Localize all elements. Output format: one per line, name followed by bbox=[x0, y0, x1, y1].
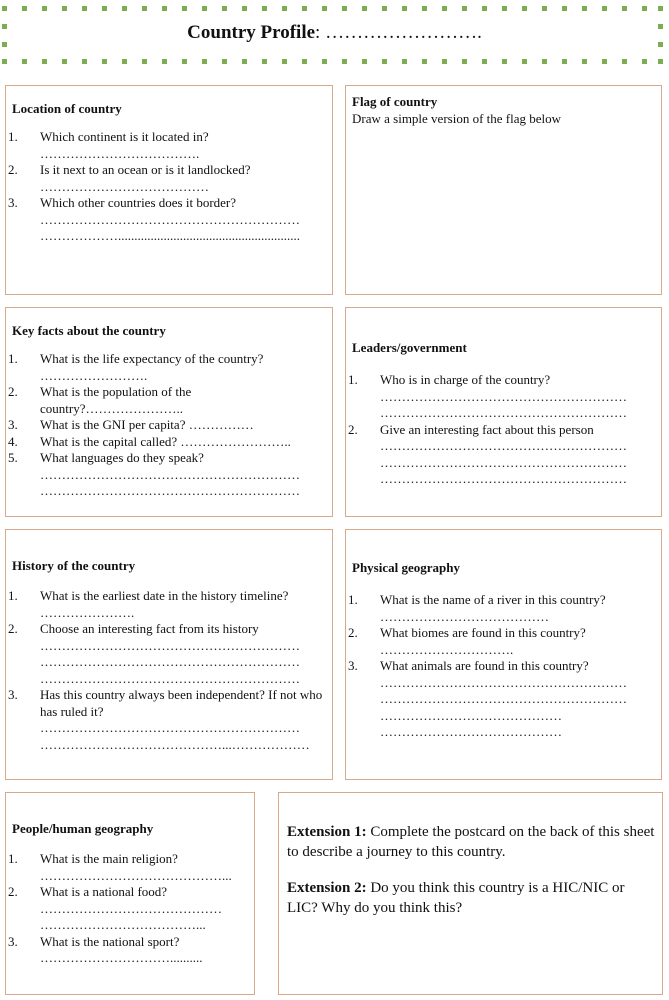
extension-1 bbox=[287, 822, 656, 862]
question-label: Who is in charge of the country? bbox=[380, 372, 551, 387]
question-label: Which other countries does it border? bbox=[40, 195, 237, 210]
section-title: Leaders/government bbox=[352, 340, 467, 355]
question-label: What is the main religion? bbox=[40, 851, 178, 866]
question-item bbox=[348, 372, 655, 422]
answer-line[interactable]: ……………………. bbox=[40, 367, 148, 383]
question-number: 1. bbox=[8, 351, 18, 366]
question-list bbox=[8, 351, 326, 500]
question-text bbox=[8, 687, 326, 720]
question-label: What is the capital called? …………………….. bbox=[40, 433, 291, 449]
question-item bbox=[8, 433, 326, 451]
answer-line[interactable]: country?………………….. bbox=[40, 400, 183, 416]
answer-line[interactable]: ………………………………………………… bbox=[380, 674, 627, 690]
question-text bbox=[8, 933, 248, 951]
answer-line[interactable]: …………………………. bbox=[380, 641, 514, 657]
answer-line[interactable]: ………………........................................................ bbox=[40, 228, 300, 243]
question-number: 2. bbox=[348, 625, 358, 640]
question-item bbox=[348, 625, 655, 658]
people-box bbox=[5, 792, 255, 995]
section-title: History of the country bbox=[12, 558, 136, 573]
question-list bbox=[348, 592, 655, 741]
answer-line[interactable]: ………………………………………………… bbox=[380, 388, 627, 404]
question-number: 1. bbox=[8, 851, 18, 866]
question-label: What biomes are found in this country? bbox=[380, 625, 586, 640]
question-text bbox=[8, 384, 326, 401]
question-label: What is the national sport? bbox=[40, 933, 180, 949]
question-item bbox=[8, 129, 326, 162]
location-box bbox=[5, 85, 333, 295]
question-number: 1. bbox=[348, 372, 358, 387]
question-list bbox=[348, 372, 655, 488]
answer-line[interactable]: ………………………………………………… bbox=[380, 471, 627, 486]
physical-box bbox=[345, 529, 662, 780]
question-item bbox=[8, 351, 326, 384]
answer-line[interactable]: …………………………………………………… bbox=[40, 211, 300, 227]
answer-line[interactable]: ………………………………………………… bbox=[380, 438, 627, 453]
answer-line[interactable]: ………………………………………………… bbox=[380, 691, 627, 706]
question-number: 3. bbox=[8, 417, 18, 432]
answer-line[interactable]: ………………………………… bbox=[380, 608, 549, 624]
question-text bbox=[8, 621, 326, 638]
question-number: 3. bbox=[8, 687, 18, 702]
answer-line[interactable]: …………………………………………………… bbox=[40, 654, 300, 669]
history-box bbox=[5, 529, 333, 780]
question-label: Give an interesting fact about this person bbox=[380, 421, 594, 437]
extension-text: Complete the postcard on the back of this sheet to describe a journey to this country. bbox=[287, 824, 655, 860]
flag-instruction: Draw a simple version of the flag below bbox=[352, 111, 562, 126]
question-text bbox=[8, 884, 248, 901]
question-label: Is it next to an ocean or is it landlocked? bbox=[40, 162, 251, 177]
question-text bbox=[348, 658, 655, 675]
extension-text: Do you think this country is a HIC/NIC or LIC? Why do you think this? bbox=[287, 880, 625, 916]
answer-line[interactable]: …………………………………………………… bbox=[40, 483, 300, 498]
question-number: 1. bbox=[8, 588, 18, 603]
question-item bbox=[8, 195, 326, 245]
question-item bbox=[8, 417, 326, 434]
section-title: Key facts about the country bbox=[12, 323, 166, 338]
question-label: What is a national food? bbox=[40, 884, 168, 899]
question-number: 5. bbox=[8, 450, 18, 465]
answer-line[interactable]: ……………………………………... bbox=[40, 867, 232, 883]
question-list bbox=[8, 129, 326, 245]
question-item bbox=[8, 162, 326, 195]
question-text bbox=[348, 625, 655, 642]
answer-line[interactable]: …………………………………… bbox=[380, 707, 562, 723]
answer-line[interactable]: …………………………………………………… bbox=[40, 637, 300, 653]
question-label: What animals are found in this country? bbox=[380, 658, 589, 673]
answer-line[interactable]: …………………………………………………… bbox=[40, 670, 300, 686]
question-text bbox=[8, 433, 326, 451]
question-item bbox=[348, 592, 655, 625]
question-number: 4. bbox=[8, 433, 18, 449]
answer-line[interactable]: ………………………………. bbox=[40, 145, 200, 161]
page-title bbox=[0, 22, 669, 44]
question-number: 2. bbox=[8, 384, 18, 399]
question-label: What is the life expectancy of the country? bbox=[40, 351, 264, 366]
question-number: 2. bbox=[8, 621, 18, 636]
extension-label: Extension 2: bbox=[287, 880, 367, 896]
extension-2 bbox=[287, 878, 656, 918]
question-number: 3. bbox=[348, 658, 358, 673]
question-list bbox=[8, 851, 248, 967]
answer-line[interactable]: ………………………………... bbox=[40, 917, 206, 932]
question-label: What is the name of a river in this country? bbox=[380, 592, 606, 607]
answer-line[interactable]: …………………………………………………… bbox=[40, 720, 300, 735]
question-label: What languages do they speak? bbox=[40, 450, 204, 465]
answer-line[interactable]: …………………………………………………… bbox=[40, 466, 300, 482]
question-item bbox=[8, 851, 248, 884]
question-item bbox=[8, 884, 248, 934]
question-label: Which continent is it located in? bbox=[40, 129, 209, 144]
answer-line[interactable]: ………………………………………………… bbox=[380, 405, 627, 420]
keyfacts-box bbox=[5, 307, 333, 517]
question-label: Has this country always been independent? If not who has ruled it? bbox=[40, 687, 323, 719]
question-text bbox=[348, 592, 655, 609]
answer-line[interactable]: …………………………………… bbox=[40, 900, 222, 916]
question-number: 1. bbox=[8, 129, 18, 144]
question-label: What is the GNI per capita? …………… bbox=[40, 417, 254, 432]
section-title: Physical geography bbox=[352, 560, 460, 575]
extensions-box bbox=[278, 792, 663, 995]
question-list bbox=[8, 588, 326, 753]
question-text bbox=[8, 588, 326, 605]
question-text bbox=[348, 421, 655, 439]
question-item bbox=[348, 658, 655, 741]
question-text bbox=[8, 450, 326, 467]
question-number: 2. bbox=[8, 884, 18, 899]
title-blank: : ……………………. bbox=[315, 22, 482, 43]
question-number: 3. bbox=[8, 195, 18, 210]
leaders-box bbox=[345, 307, 662, 517]
answer-line[interactable]: ………………………………… bbox=[40, 178, 209, 194]
question-item bbox=[8, 687, 326, 753]
answer-line[interactable]: ………………………………………………… bbox=[380, 454, 627, 470]
title-bold: Country Profile bbox=[187, 22, 316, 43]
question-label: What is the earliest date in the history timeline? bbox=[40, 588, 289, 603]
question-text bbox=[8, 195, 326, 212]
question-item bbox=[8, 621, 326, 687]
question-item bbox=[8, 933, 248, 967]
answer-line[interactable]: ………………………….......... bbox=[40, 950, 203, 965]
question-item bbox=[8, 384, 326, 417]
question-item bbox=[8, 588, 326, 621]
section-title: People/human geography bbox=[12, 821, 154, 836]
question-text bbox=[8, 851, 248, 868]
answer-line[interactable]: …………………………………… bbox=[380, 724, 562, 739]
answer-line[interactable]: …………………. bbox=[40, 604, 135, 620]
question-text bbox=[8, 417, 326, 434]
flag-box[interactable] bbox=[345, 85, 662, 295]
extension-label: Extension 1: bbox=[287, 824, 367, 840]
answer-line[interactable]: ……………………………………...……………… bbox=[40, 736, 310, 752]
section-title: Flag of country bbox=[352, 94, 438, 109]
question-number: 2. bbox=[348, 421, 358, 437]
question-text bbox=[8, 162, 326, 179]
question-item bbox=[348, 421, 655, 488]
question-number: 2. bbox=[8, 162, 18, 177]
question-text bbox=[8, 351, 326, 368]
question-text bbox=[8, 129, 326, 146]
question-number: 1. bbox=[348, 592, 358, 607]
question-item bbox=[8, 450, 326, 500]
question-label: Choose an interesting fact from its history bbox=[40, 621, 259, 636]
question-label: What is the population of the bbox=[40, 384, 192, 399]
question-text bbox=[348, 372, 655, 389]
question-number: 3. bbox=[8, 933, 18, 949]
section-title: Location of country bbox=[12, 101, 122, 116]
